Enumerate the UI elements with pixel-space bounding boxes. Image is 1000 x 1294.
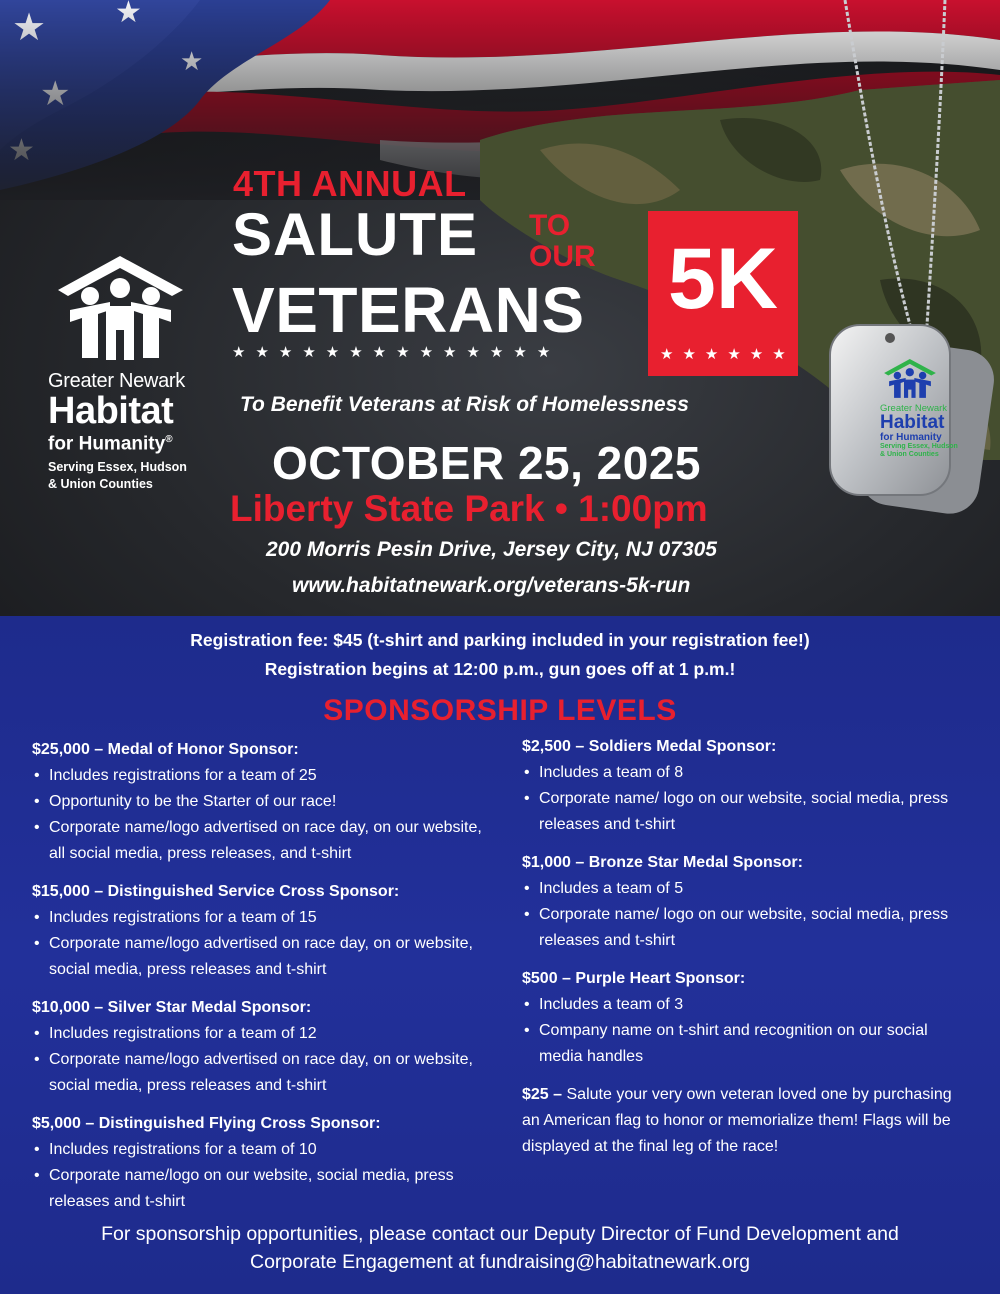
tag-brand-serving: Serving Essex, Hudson & Union Counties [880,443,958,458]
list-item: • Corporate name/logo advertised on race day, on our website, all social media, press releases, and t-shirt [32,815,492,867]
sponsor-tier-title: $5,000 – Distinguished Flying Cross Sponsor: [32,1115,381,1132]
event-veterans: VETERANS [232,274,585,346]
habitat-logo [48,252,198,493]
sponsor-tier-title: $2,500 – Soldiers Medal Sponsor: [522,738,777,755]
sponsor-tier-title: $500 – Purple Heart Sponsor: [522,970,746,987]
event-address: 200 Morris Pesin Drive, Jersey City, NJ 07305 [266,538,717,561]
sponsorship-title: SPONSORSHIP LEVELS [323,694,677,727]
sponsor-tier [32,1111,492,1215]
sponsor-tier-title: $10,000 – Silver Star Medal Sponsor: [32,999,312,1016]
event-salute: SALUTE [232,201,478,268]
list-item: • Includes registrations for a team of 12 [32,1021,492,1047]
event-date: OCTOBER 25, 2025 [272,437,702,489]
flag-offer [522,1082,972,1160]
list-item: • Includes registrations for a team of 15 [32,905,492,931]
sponsor-tier [32,737,492,867]
event-url[interactable]: www.habitatnewark.org/veterans-5k-run [292,574,691,597]
sponsor-tier-title: $25,000 – Medal of Honor Sponsor: [32,741,299,758]
list-item: • Includes a team of 8 [522,760,972,786]
event-venue: Liberty State Park • 1:00pm [230,488,708,529]
tag-brand-for: for Humanity [880,432,942,443]
sponsor-tier-title: $1,000 – Bronze Star Medal Sponsor: [522,854,803,871]
list-item: • Corporate name/ logo on our website, social media, press releases and t-shirt [522,902,972,954]
registration-fee: Registration fee: $45 (t-shirt and parking included in your registration fee!) [190,630,810,650]
list-item: • Corporate name/ logo on our website, social media, press releases and t-shirt [522,786,972,838]
event-tagline: To Benefit Veterans at Risk of Homelessness [240,393,689,416]
hero-banner [0,0,1000,616]
brand-name-for: for Humanity® [48,433,173,455]
event-annual: 4TH ANNUAL [233,163,467,204]
sponsor-tier [522,734,972,838]
sponsor-tier [522,850,972,954]
event-to-our: TO OUR [529,209,596,273]
contact-info [0,1220,1000,1276]
tag-brand-big: Habitat [880,412,945,433]
list-item: • Includes a team of 3 [522,992,972,1018]
details-section [0,616,1000,1294]
flag-text: Salute your very own veteran loved one by purchasing an American flag to honor or memorialize them! Flags will be displayed at the final leg of the race! [522,1086,952,1155]
brand-name-small: Greater Newark [48,370,185,392]
brand-name-big: Habitat [48,390,174,432]
distance-badge [648,211,798,376]
habitat-house-logo-icon [880,357,940,399]
sponsor-tier [32,879,492,983]
tag-brand-small: Greater Newark [880,403,948,414]
dog-tag-logo [880,357,975,459]
list-item: • Includes registrations for a team of 10 [32,1137,492,1163]
list-item: • Includes a team of 5 [522,876,972,902]
list-item: • Corporate name/logo on our website, social media, press releases and t-shirt [32,1163,492,1215]
registration-start: Registration begins at 12:00 p.m., gun goes off at 1 p.m.! [264,659,736,679]
flag-price: $25 – [522,1086,563,1103]
contact-line-2[interactable]: Corporate Engagement at fundraising@habitatnewark.org [249,1251,750,1273]
list-item: • Company name on t-shirt and recognition on our social media handles [522,1018,972,1070]
brand-serving-area: Serving Essex, Hudson & Union Counties [48,460,187,492]
event-distance: 5K [668,231,778,327]
habitat-house-logo-icon [48,252,193,364]
list-item: • Corporate name/logo advertised on race day, on or website, social media, press releases and t-shirt [32,931,492,983]
star-icon: ★★★★★★★★★★★★★★ [232,344,561,361]
sponsorship-column-left [32,737,492,1227]
contact-line-1: For sponsorship opportunities, please contact our Deputy Director of Fund Development and [101,1223,899,1245]
sponsor-tier [522,966,972,1070]
sponsorship-column-right [522,734,972,1160]
list-item: • Includes registrations for a team of 25 [32,763,492,789]
star-icon: ★★★★★★ [660,346,795,363]
sponsor-tier-title: $15,000 – Distinguished Service Cross Sponsor: [32,883,400,900]
list-item: • Corporate name/logo advertised on race day, on or website, social media, press releases and t-shirt [32,1047,492,1099]
list-item: • Opportunity to be the Starter of our race! [32,789,492,815]
sponsor-tier [32,995,492,1099]
